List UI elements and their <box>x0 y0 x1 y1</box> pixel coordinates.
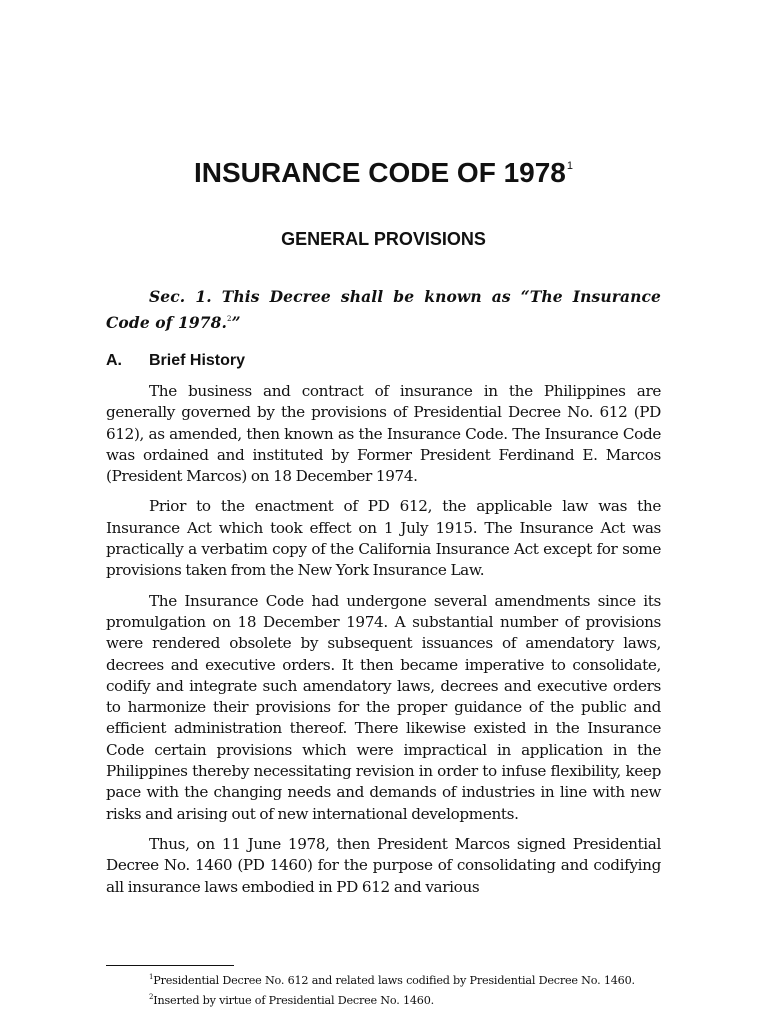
title-footnote-ref[interactable]: 1 <box>566 160 573 172</box>
page-title <box>106 146 661 193</box>
section-footnote-ref[interactable]: 2 <box>227 315 232 323</box>
subsection-heading <box>106 350 661 372</box>
subsection-letter: A. <box>106 352 122 369</box>
footnotes <box>106 965 661 1009</box>
footnote-text: Inserted by virtue of Presidential Decree No. 1460. <box>153 994 434 1007</box>
footnote-divider <box>106 965 234 966</box>
subsection-title: Brief History <box>149 352 246 369</box>
section-one-closing: ” <box>231 313 241 332</box>
paragraph: Thus, on 11 June 1978, then President Marcos signed Presidential Decree No. 1460 (PD 1460) for the purpose of consolidating and codifying all insurance laws embodied in PD 612 and various <box>106 834 661 896</box>
body-text <box>106 381 661 907</box>
footnote-mark: 2 <box>149 993 154 1001</box>
footnote-mark: 1 <box>149 973 154 981</box>
section-one-body: Sec. 1. This Decree shall be known as “The Insurance Code of 1978. <box>106 287 661 332</box>
paragraph: Prior to the enactment of PD 612, the applicable law was the Insurance Act which took effect on 1 July 1915. The Insurance Act was practically a verbatim copy of the California Insurance Act except for some provisions taken from the New York Insurance Law. <box>106 497 661 580</box>
page-title-text: INSURANCE CODE OF 1978 <box>194 157 566 188</box>
footnote-1 <box>106 969 661 989</box>
footnote-text: Presidential Decree No. 612 and related laws codified by Presidential Decree No. 1460. <box>153 974 635 987</box>
paragraph: The Insurance Code had undergone several amendments since its promulgation on 18 December 1974. A substantial number of provisions were rendered obsolete by subsequent issuances of amendatory laws, decrees and executive orders. It then became imperative to consolidate, codify and integrate such amendatory laws, decrees and executive orders to harmonize their provisions for the proper guidance of the public and efficient administration thereof. There likewise existed in the Insurance Code certain provisions which were impractical in application in the Philippines thereby necessitating revision in order to infuse flexibility, keep pace with the changing needs and demands of industries in line with new risks and arising out of new international developments. <box>106 591 661 823</box>
document-page <box>106 0 661 1024</box>
section-subtitle: GENERAL PROVISIONS <box>281 229 486 249</box>
footnote-2 <box>106 989 661 1009</box>
paragraph: The business and contract of insurance in the Philippines are generally governed by the provisions of Presidential Decree No. 612 (PD 612), as amended, then known as the Insurance Code. The Insurance Code was ordained and instituted by Former President Ferdinand E. Marcos (President Marcos) on 18 December 1974. <box>106 382 661 486</box>
section-one-text <box>106 286 661 334</box>
